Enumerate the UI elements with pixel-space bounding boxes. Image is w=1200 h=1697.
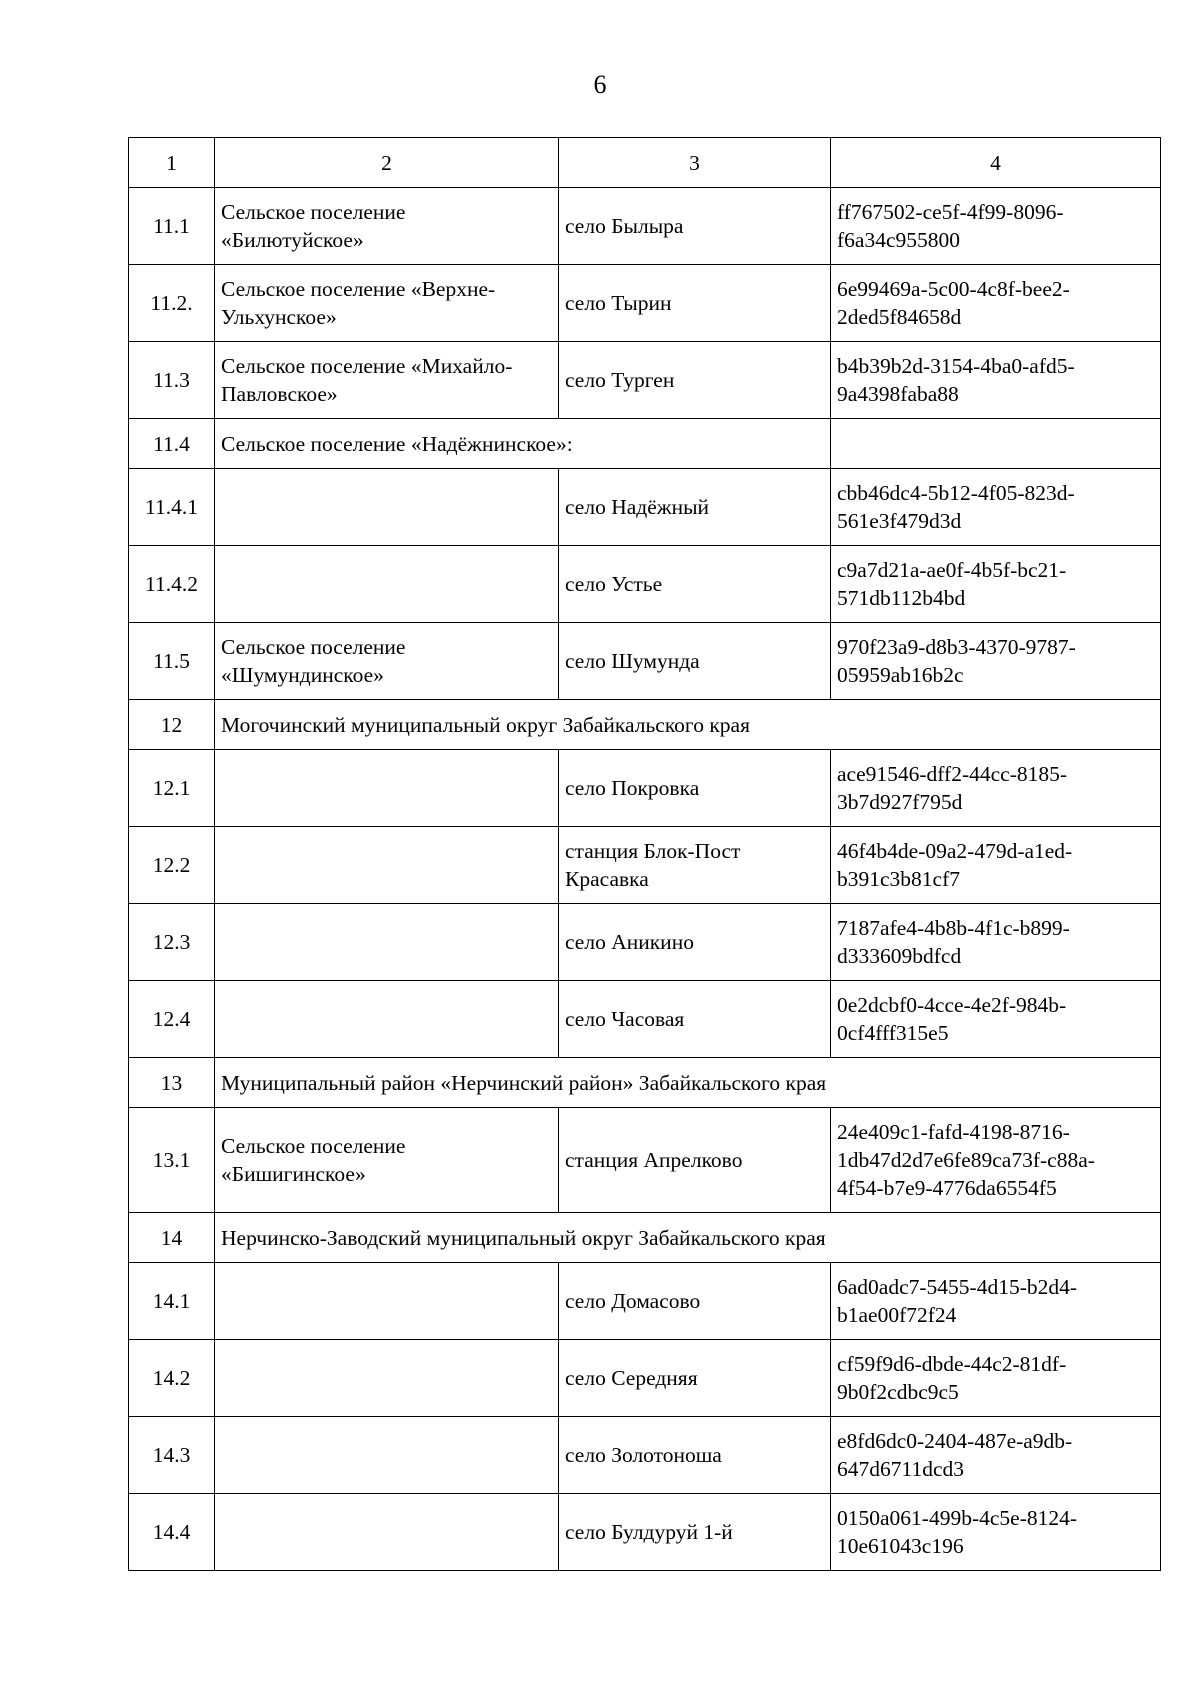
table-row [129,419,1161,469]
table-row [129,623,1161,700]
fias-id: e8fd6dc0-2404-487e-a9db- 647d6711dcd3 [831,1417,1161,1494]
locality-name: станция Блок-Пост Красавка [559,827,831,904]
locality-name: село Аникино [559,904,831,981]
fias-id: ff767502-ce5f-4f99-8096- f6a34c955800 [831,188,1161,265]
settlement-name: Сельское поселение «Шумундинское» [215,623,559,700]
fias-id: 0e2dcbf0-4cce-4e2f-984b- 0cf4fff315e5 [831,981,1161,1058]
header-cell: 3 [559,138,831,188]
table-row [129,1417,1161,1494]
settlement-name: Сельское поселение «Верхне- Ульхунское» [215,265,559,342]
row-number: 14.2 [129,1340,215,1417]
section-row [129,700,1161,750]
locality-name: село Тырин [559,265,831,342]
section-row [129,1213,1161,1263]
section-title: Муниципальный район «Нерчинский район» Забайкальского края [215,1058,1161,1108]
section-title: Нерчинско-Заводский муниципальный округ Забайкальского края [215,1213,1161,1263]
row-number: 12.4 [129,981,215,1058]
fias-id: cbb46dc4-5b12-4f05-823d- 561e3f479d3d [831,469,1161,546]
table-row [129,1108,1161,1213]
table-row [129,981,1161,1058]
fias-id: cf59f9d6-dbde-44c2-81df- 9b0f2cdbc9c5 [831,1340,1161,1417]
table-row [129,1494,1161,1571]
row-number: 13 [129,1058,215,1108]
table-row [129,904,1161,981]
section-title: Могочинский муниципальный округ Забайкальского края [215,700,1161,750]
locality-name: село Булдуруй 1-й [559,1494,831,1571]
row-number: 14.3 [129,1417,215,1494]
locality-name: станция Апрелково [559,1108,831,1213]
fias-id: 6ad0adc7-5455-4d15-b2d4- b1ae00f72f24 [831,1263,1161,1340]
row-number: 12 [129,700,215,750]
fias-id: 970f23a9-d8b3-4370-9787- 05959ab16b2c [831,623,1161,700]
fias-id: ace91546-dff2-44cc-8185- 3b7d927f795d [831,750,1161,827]
settlement-name: Сельское поселение «Бишигинское» [215,1108,559,1213]
row-number: 11.4.1 [129,469,215,546]
locality-name: село Надёжный [559,469,831,546]
row-number: 11.4 [129,419,215,469]
settlement-name [215,1417,559,1494]
settlements-table [128,137,1161,1571]
locality-name: село Часовая [559,981,831,1058]
settlement-name [215,1263,559,1340]
locality-name: село Покровка [559,750,831,827]
page-number: 6 [593,70,607,99]
table-row [129,469,1161,546]
table-row [129,546,1161,623]
fias-id: 7187afe4-4b8b-4f1c-b899- d333609bdfcd [831,904,1161,981]
fias-id [831,419,1161,469]
settlement-name: Сельское поселение «Билютуйское» [215,188,559,265]
fias-id: 46f4b4de-09a2-479d-a1ed- b391c3b81cf7 [831,827,1161,904]
row-number: 12.3 [129,904,215,981]
row-number: 11.3 [129,342,215,419]
table-row [129,1263,1161,1340]
row-number: 11.2. [129,265,215,342]
settlement-name [215,827,559,904]
row-number: 13.1 [129,1108,215,1213]
row-number: 12.2 [129,827,215,904]
settlement-name [215,469,559,546]
fias-id: 6e99469a-5c00-4c8f-bee2- 2ded5f84658d [831,265,1161,342]
header-cell: 4 [831,138,1161,188]
row-number: 11.1 [129,188,215,265]
locality-name: село Золотоноша [559,1417,831,1494]
table-row [129,265,1161,342]
settlement-name [215,981,559,1058]
table-header-row [129,138,1161,188]
settlement-name [215,546,559,623]
fias-id: 24e409c1-fafd-4198-8716- 1db47d2d7e6fe89ca73f-c88a- 4f54-b7e9-4776da6554f5 [831,1108,1161,1213]
row-number: 12.1 [129,750,215,827]
settlement-name: Сельское поселение «Михайло- Павловское» [215,342,559,419]
settlement-name [215,904,559,981]
row-number: 14 [129,1213,215,1263]
fias-id: b4b39b2d-3154-4ba0-afd5- 9a4398faba88 [831,342,1161,419]
row-number: 14.4 [129,1494,215,1571]
header-cell: 1 [129,138,215,188]
settlement-name [215,750,559,827]
locality-name: село Былыра [559,188,831,265]
settlement-name: Сельское поселение «Надёжнинское»: [215,419,831,469]
locality-name: село Турген [559,342,831,419]
table-row [129,342,1161,419]
locality-name: село Домасово [559,1263,831,1340]
table-row [129,750,1161,827]
fias-id: 0150a061-499b-4c5e-8124- 10e61043c196 [831,1494,1161,1571]
row-number: 11.5 [129,623,215,700]
settlement-name [215,1340,559,1417]
table-row [129,188,1161,265]
table-row [129,1340,1161,1417]
locality-name: село Середняя [559,1340,831,1417]
settlement-name [215,1494,559,1571]
locality-name: село Устье [559,546,831,623]
section-row [129,1058,1161,1108]
row-number: 11.4.2 [129,546,215,623]
header-cell: 2 [215,138,559,188]
fias-id: c9a7d21a-ae0f-4b5f-bc21- 571db112b4bd [831,546,1161,623]
locality-name: село Шумунда [559,623,831,700]
table-row [129,827,1161,904]
row-number: 14.1 [129,1263,215,1340]
